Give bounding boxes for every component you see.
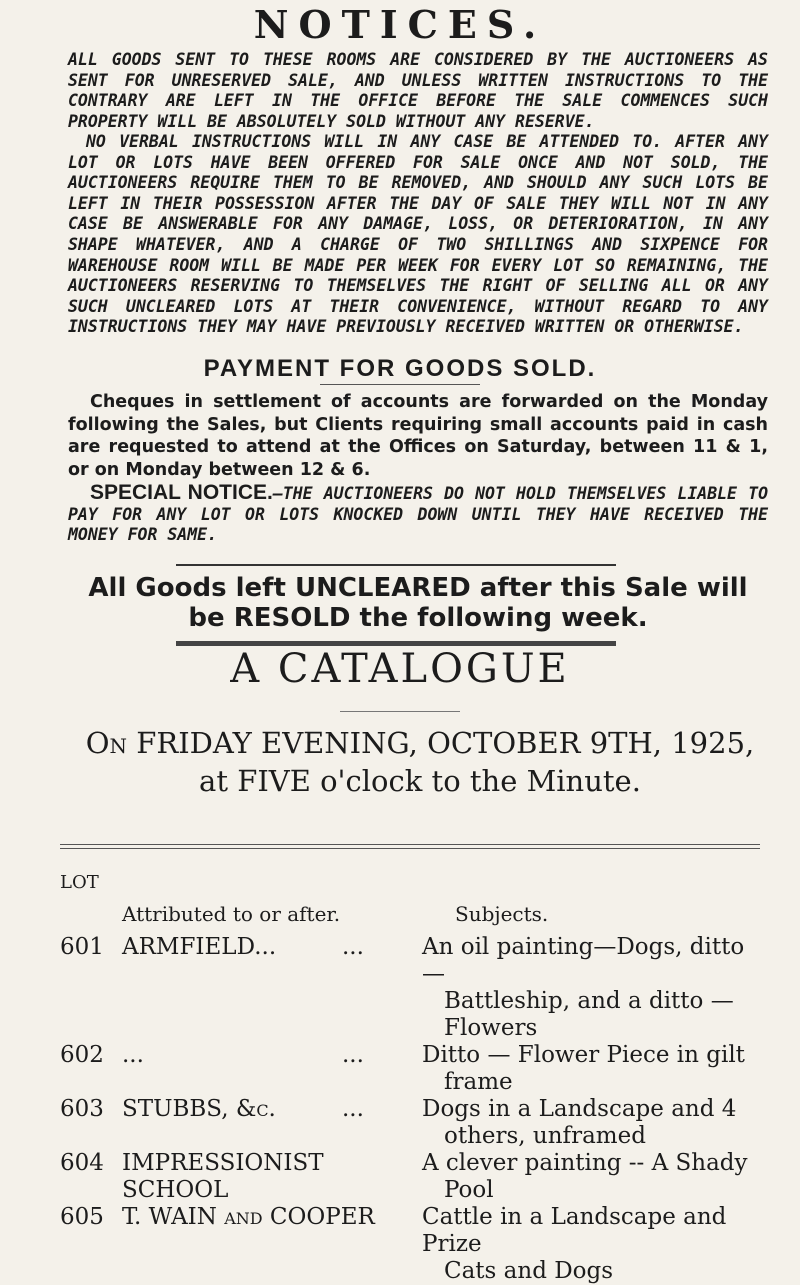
- lot-subject: [422, 1204, 760, 1285]
- lot-artist: ...: [122, 1042, 144, 1068]
- artist-column-header: Attributed to or after.: [122, 902, 341, 926]
- lot-subject-line: Dogs in a Landscape and 4: [422, 1096, 737, 1122]
- lot-number: 605: [60, 1204, 104, 1230]
- lot-list: [60, 934, 760, 1285]
- table-top-rule: [60, 844, 760, 845]
- lot-row: [60, 934, 760, 1042]
- sale-date: FRIDAY EVENING, OCTOBER 9TH, 1925,: [136, 726, 755, 760]
- catalogue-underline: [340, 711, 460, 712]
- table-top-rule-2: [60, 848, 760, 849]
- lot-artist: T. WAIN and COOPER: [122, 1204, 375, 1230]
- special-notice-text: —THE AUCTIONEERS DO NOT HOLD THEMSELVES LIABLE TO PAY FOR ANY LOT OR LOTS KNOCKED DOWN UNTIL THEY HAVE RECEIVED THE MONEY FOR SAME.: [68, 484, 768, 545]
- lot-subject-line: Cats and Dogs: [444, 1258, 614, 1284]
- lot-subject-line: Flowers: [444, 1015, 538, 1041]
- lot-row: [60, 1096, 760, 1150]
- lot-subject-line: Battleship, and a ditto —: [444, 988, 734, 1014]
- lot-subject-line: A clever painting -- A Shady: [422, 1150, 748, 1176]
- divider: [176, 564, 616, 566]
- lot-row: [60, 1042, 760, 1096]
- special-notice-lead: SPECIAL NOTICE.: [90, 481, 273, 504]
- lot-row: [60, 1204, 760, 1285]
- special-notice: [68, 483, 768, 546]
- lot-subject-line: Ditto — Flower Piece in gilt: [422, 1042, 745, 1068]
- lot-artist: STUBBS, &c.: [122, 1096, 276, 1122]
- payment-heading: PAYMENT FOR GOODS SOLD.: [203, 355, 597, 382]
- lot-leader-dots: ...: [342, 1042, 364, 1068]
- lot-artist: IMPRESSIONIST SCHOOL: [122, 1150, 324, 1203]
- lot-column-label: LOT: [60, 872, 99, 893]
- sale-date-prefix: On: [85, 726, 128, 760]
- lot-number: 602: [60, 1042, 104, 1068]
- sale-time: at FIVE o'clock to the Minute.: [199, 764, 641, 798]
- lot-number: 603: [60, 1096, 104, 1122]
- notice-goods-sent: ALL GOODS SENT TO THESE ROOMS ARE CONSIDERED BY THE AUCTIONEERS AS SENT FOR UNRESERVED SALE, AND UNLESS WRITTEN INSTRUCTIONS TO THE CONTRARY ARE LEFT IN THE OFFICE BEFORE THE SALE COMMENCES SUCH PROPERTY WILL BE ABSOLUTELY SOLD WITHOUT ANY RESERVE.: [68, 50, 768, 131]
- lot-number: 604: [60, 1150, 104, 1176]
- catalogue-title: A CATALOGUE: [230, 646, 570, 692]
- lot-leader-dots: ...: [342, 1096, 364, 1122]
- payment-text: Cheques in settlement of accounts are forwarded on the Monday following the Sales, but Clients requiring small accounts paid in cash are requested to attend at the Offices on Saturday, between 11 & 1, or on Monday between 12 & 6.: [68, 392, 768, 480]
- lot-subject-line: Cattle in a Landscape and Prize: [422, 1204, 727, 1257]
- subject-column-header: Subjects.: [455, 902, 549, 926]
- lot-leader-dots: ...: [342, 934, 364, 960]
- lot-subject: [422, 1096, 760, 1150]
- lot-subject: [422, 1150, 760, 1204]
- notices-title: NOTICES.: [253, 2, 547, 47]
- lot-number: 601: [60, 934, 104, 960]
- sale-date-line: [60, 724, 780, 762]
- uncleared-notice: All Goods left UNCLEARED after this Sale will be RESOLD the following week.: [88, 573, 748, 633]
- lot-subject-line: An oil painting—Dogs, ditto—: [422, 934, 745, 987]
- lot-subject-line: frame: [444, 1069, 513, 1095]
- lot-subject: [422, 934, 760, 1042]
- lot-row: [60, 1150, 760, 1204]
- notice-verbal-instructions: NO VERBAL INSTRUCTIONS WILL IN ANY CASE BE ATTENDED TO. AFTER ANY LOT OR LOTS HAVE BEEN OFFERED FOR SALE ONCE AND NOT SOLD, THE AUCTIONEERS REQUIRE THEM TO BE REMOVED, AND SHOULD ANY SUCH LOTS BE LEFT IN THEIR POSSESSION AFTER THE DAY OF SALE THEY WILL NOT IN ANY CASE BE ANSWERABLE FOR ANY DAMAGE, LOSS, OR DETERIORATION, IN ANY SHAPE WHATEVER, AND A CHARGE OF TWO SHILLINGS AND SIXPENCE FOR WAREHOUSE ROOM WILL BE MADE PER WEEK FOR EVERY LOT SO REMAINING, THE AUCTIONEERS RESERVING TO THEMSELVES THE RIGHT OF SELLING ALL OR ANY SUCH UNCLEARED LOTS AT THEIR CONVENIENCE, WITHOUT REGARD TO ANY INSTRUCTIONS THEY MAY HAVE PREVIOUSLY RECEIVED WRITTEN OR OTHERWISE.: [68, 132, 768, 337]
- lot-subject-line: Pool: [444, 1177, 494, 1203]
- lot-subject-line: others, unframed: [444, 1123, 646, 1149]
- payment-heading-underline: [320, 384, 480, 385]
- sale-date-block: [60, 724, 780, 800]
- lot-subject: [422, 1042, 760, 1096]
- lot-artist: ARMFIELD...: [122, 934, 277, 960]
